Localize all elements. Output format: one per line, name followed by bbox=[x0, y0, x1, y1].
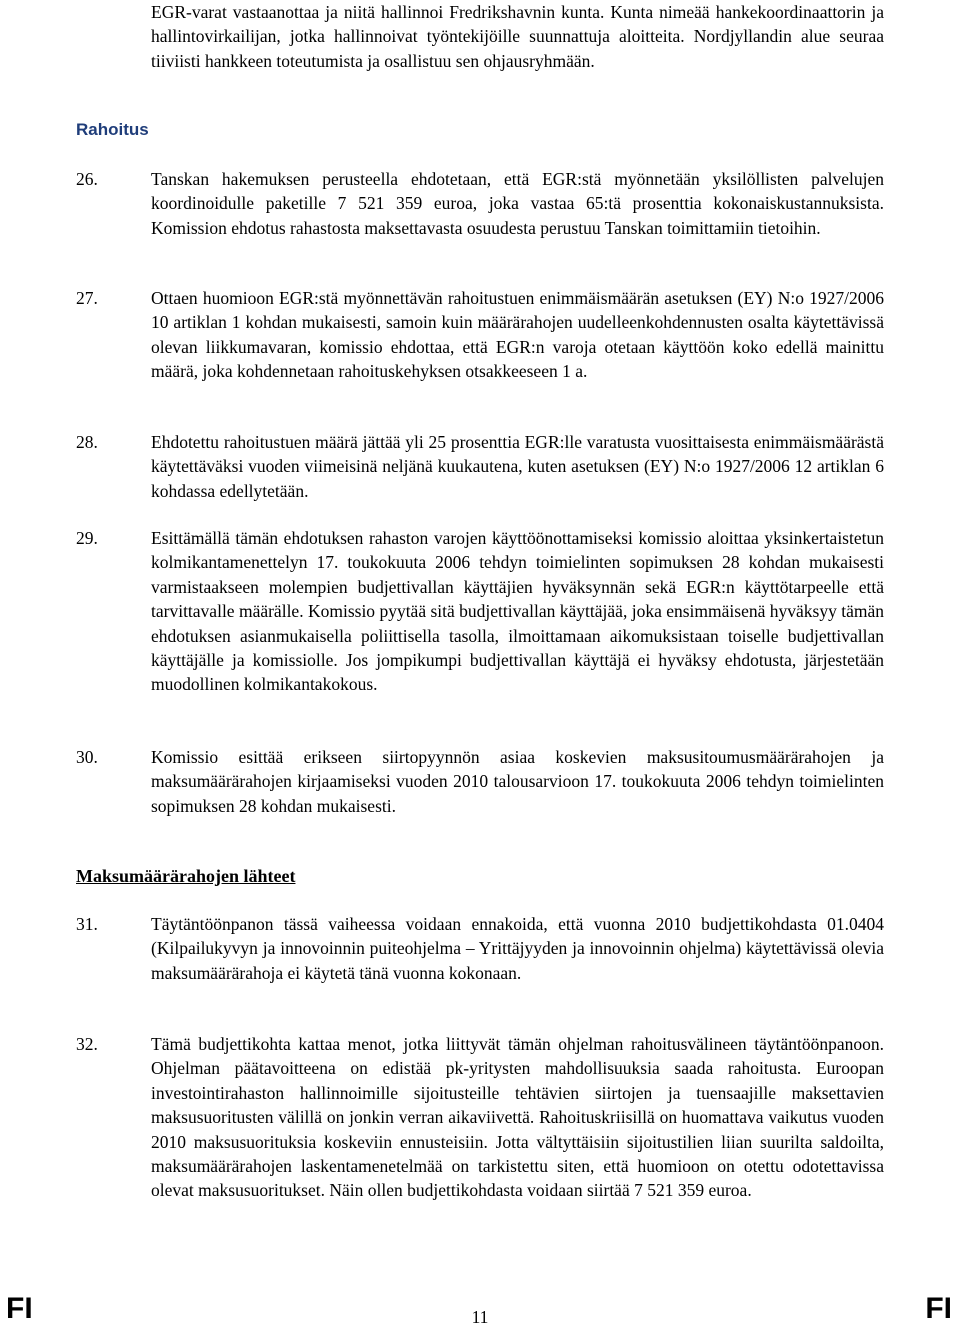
paragraph-text: Täytäntöönpanon tässä vaiheessa voidaan ennakoida, että vuonna 2010 budjettikohdasta 01.0404 (Kilpailukyvyn ja innovoinnin puiteohjelma – Yrittäjyyden ja innovoinnin ohjelma) käytettävissä olevia maksumäärärahoja ei käytetä tänä vuonna kokonaan. bbox=[151, 914, 884, 983]
paragraph-text: Tämä budjettikohta kattaa menot, jotka liittyvät tämän ohjelman rahoitusvälineen täytäntöönpanoon. Ohjelman päätavoitteena on edistää pk-yritysten mahdollisuuksia saada rahoitusta. Euroopan investointirahaston hallinnoimille sijoitusteille tehtävien siirtojen ja tuensaajille maksettavien maksusuoritusten välillä on jonkin verran aikaviivettä. Rahoituskriisillä on huomattava vaikutus vuoden 2010 maksusuorituksia koskeviin ennusteisiin. Jotta vältyttäisiin sijoitustilien liian suurilta saldoilta, maksumäärärahojen laskentamenetelmää on tarkistettu siten, että huomioon on otettu odotettavissa olevat maksusuoritukset. Näin ollen budjettikohdasta voidaan siirtää 7 521 359 euroa. bbox=[151, 1034, 884, 1201]
section-heading-maksumaararahojen-lahteet: Maksumäärärahojen lähteet bbox=[76, 866, 296, 886]
paragraph-text: Tanskan hakemuksen perusteella ehdotetaan, että EGR:stä myönnetään yksilöllisten palvelujen koordinoidulle paketille 7 521 359 euroa, joka vastaa 65:tä prosenttia kokonaiskustannuksista. Komission ehdotus rahastosta maksettavasta osuudesta perustuu Tanskan toimittamiin tietoihin. bbox=[151, 169, 884, 238]
paragraph-number: 32. bbox=[76, 1034, 98, 1054]
page-number: 11 bbox=[471, 1307, 489, 1327]
paragraph-number: 31. bbox=[76, 914, 98, 934]
paragraph-text: Ottaen huomioon EGR:stä myönnettävän rahoitustuen enimmäismäärän asetuksen (EY) N:o 1927/2006 10 artiklan 1 kohdan mukaisesti, samoin kuin määrärahojen uudelleenkohdennusten osalta käytettävissä olevan liikkumavaran, komissio ehdottaa, että EGR:n varoja otetaan käyttöön koko edellä mainittu määrä, joka kohdennetaan rahoituskehyksen otsakkeeseen 1 a. bbox=[151, 288, 884, 382]
paragraph-text: Ehdotettu rahoitustuen määrä jättää yli 25 prosenttia EGR:lle varatusta vuosittaisesta enimmäismäärästä käytettäväksi vuoden viimeisinä neljänä kuukautena, kuten asetuksen (EY) N:o 1927/2006 12 artiklan 6 kohdassa edellytetään. bbox=[151, 432, 884, 501]
section-heading-rahoitus: Rahoitus bbox=[76, 120, 149, 139]
paragraph-text: Esittämällä tämän ehdotuksen rahaston varojen käyttöönottamiseksi komissio aloittaa yksinkertaistetun kolmikantamenettelyn 17. toukokuuta 2006 tehdyn toimielinten sopimuksen 28 kohdan mukaisesti varmistaakseen molempien budjettivallan käyttäjien hyväksynnän sekä EGR:n käyttötarpeelle että tarvittavalle määrälle. Komissio pyytää sitä budjettivallan käyttäjää, joka ensimmäisenä hyväksyy tämän ehdotuksen asianmukaisella poliittisella tasolla, ilmoittamaan aikomuksistaan toiselle budjettivallan käyttäjälle ja komissiolle. Jos jompikumpi budjettivallan käyttäjä ei hyväksy ehdotusta, järjestetään muodollinen kolmikantakokous. bbox=[151, 528, 884, 695]
paragraph-number: 29. bbox=[76, 528, 98, 548]
paragraph-number: 27. bbox=[76, 288, 98, 308]
paragraph-number: 28. bbox=[76, 432, 98, 452]
footer-language-right: FI bbox=[925, 1292, 952, 1325]
paragraph-text: Komissio esittää erikseen siirtopyynnön asiaa koskevien maksusitoumusmäärärahojen ja maksumäärärahojen kirjaamiseksi vuoden 2010 talousarvioon 17. toukokuuta 2006 tehdyn toimielinten sopimuksen 28 kohdan mukaisesti. bbox=[151, 747, 884, 816]
paragraph-number: 26. bbox=[76, 169, 98, 189]
paragraph-number: 30. bbox=[76, 747, 98, 767]
footer-language-left: FI bbox=[6, 1292, 33, 1325]
intro-paragraph: EGR-varat vastaanottaa ja niitä hallinnoi Fredrikshavnin kunta. Kunta nimeää hankekoordinaattorin ja hallintovirkailijan, jotka hallinnoivat työntekijöille suunnattuja aloitteita. Nordjyllandin alue seuraa tiiviisti hankkeen toteutumista ja osallistuu sen ohjausryhmään. bbox=[151, 2, 884, 71]
